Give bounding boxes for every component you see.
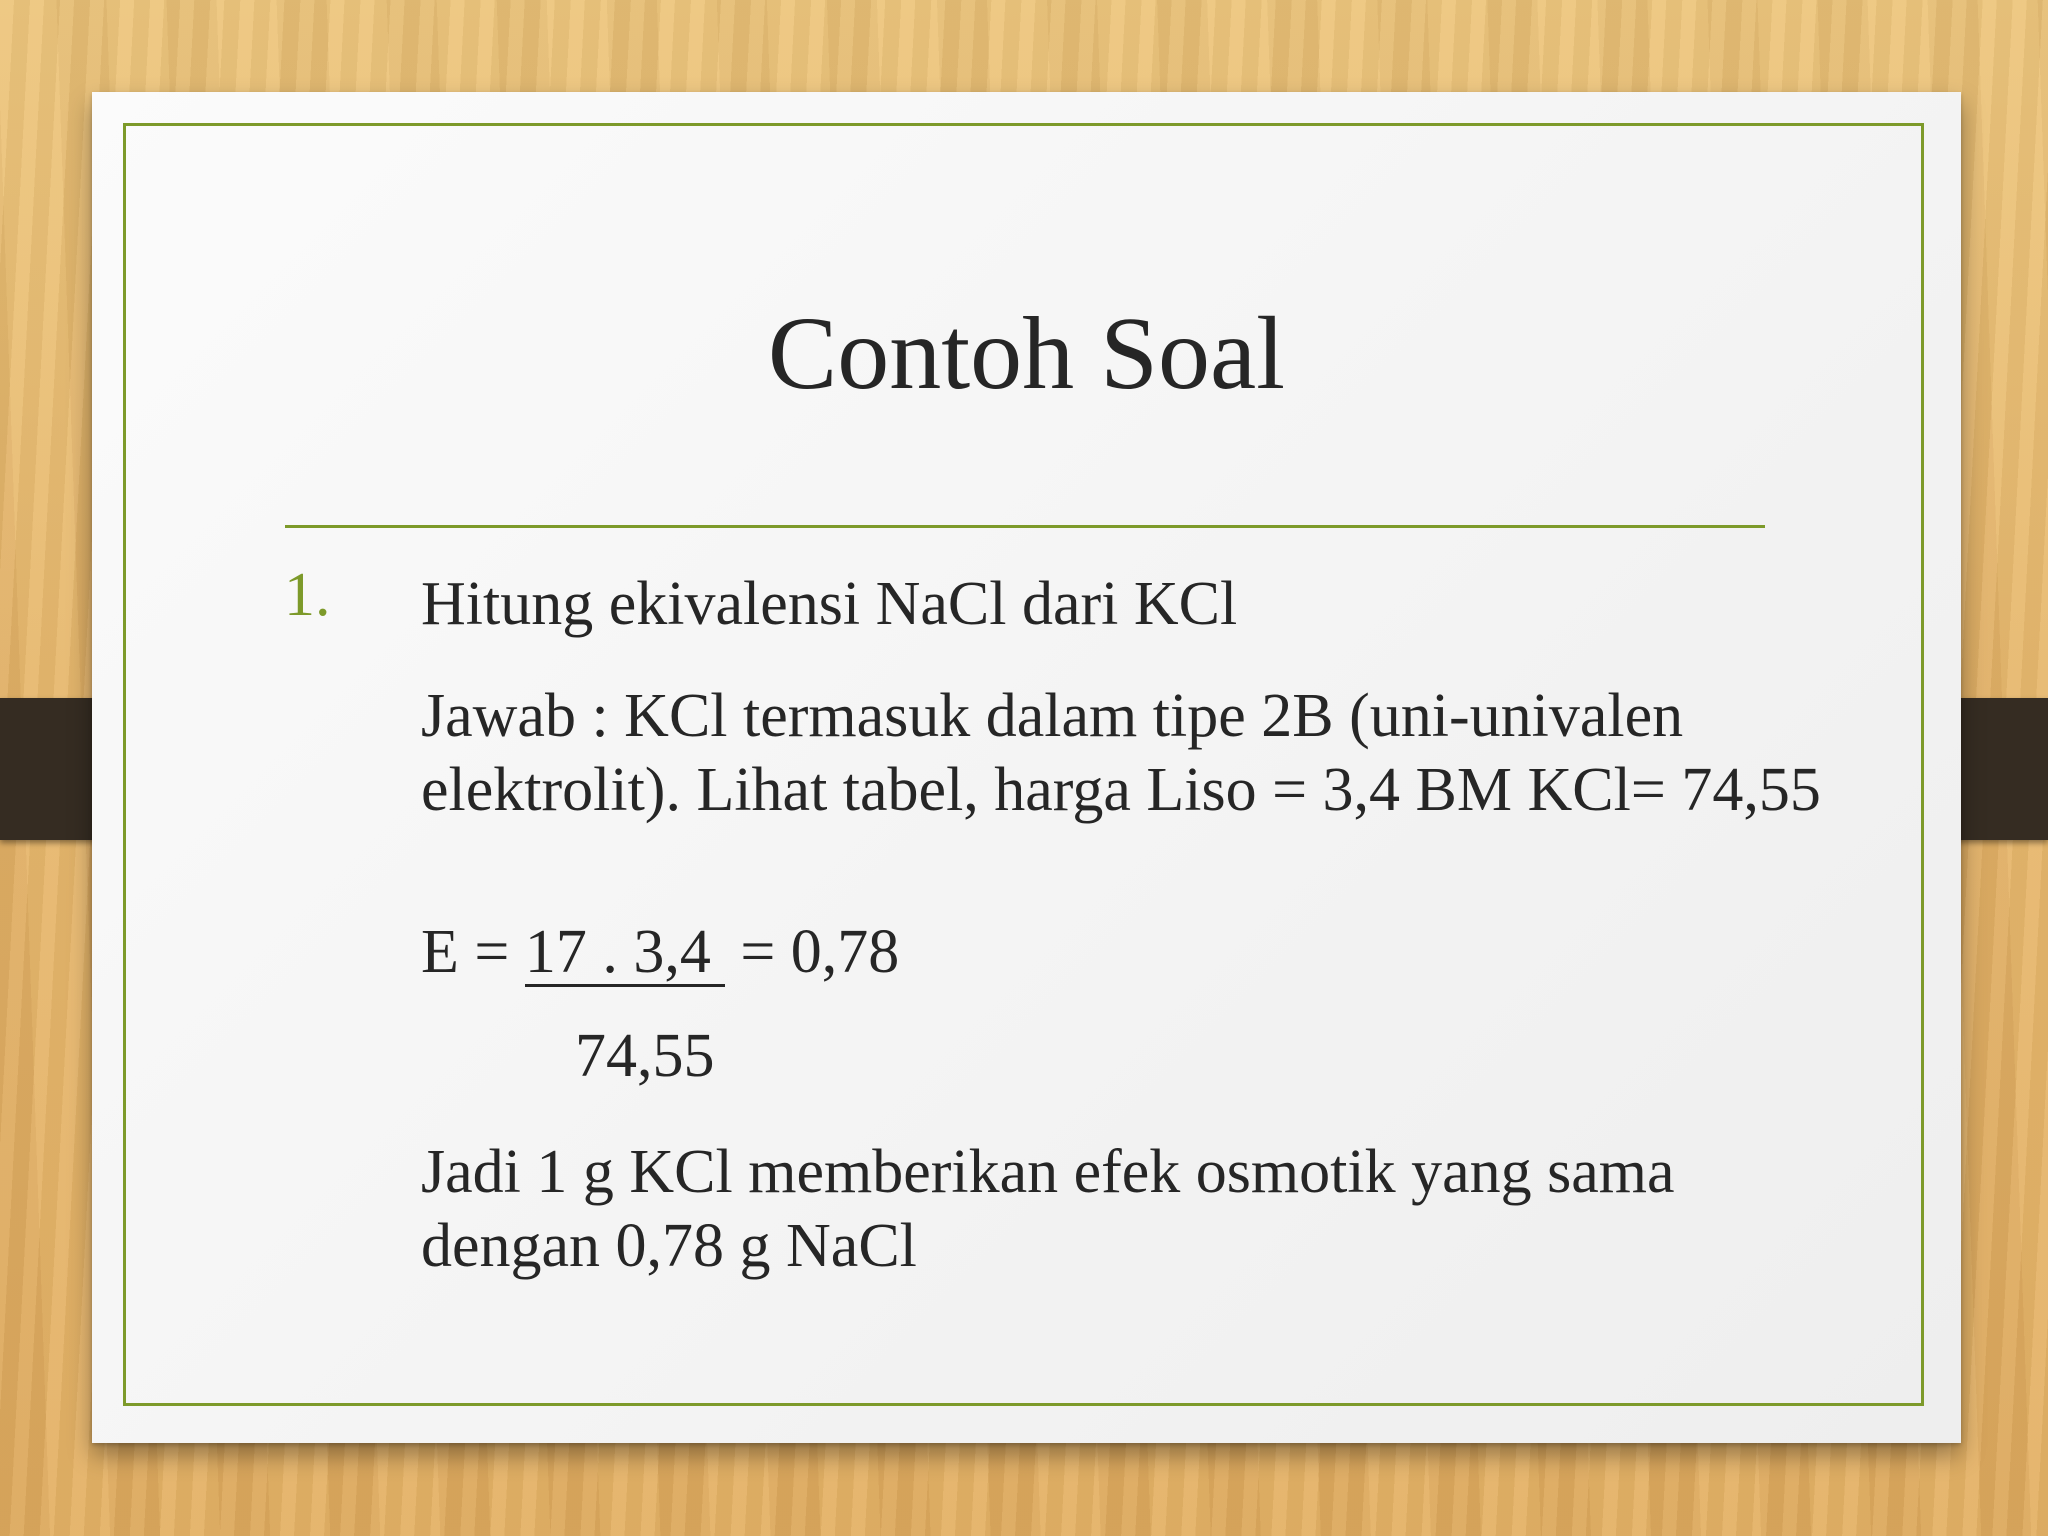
formula-lhs: E = (421, 918, 525, 986)
question-text: Hitung ekivalensi NaCl dari KCl (421, 570, 1238, 638)
formula-result: = 0,78 (724, 918, 900, 986)
formula-denominator: 74,55 (575, 1022, 715, 1090)
slide-card (92, 92, 1961, 1443)
list-item-number: 1. (284, 561, 331, 629)
conclusion-text: Jadi 1 g KCl memberikan efek osmotik yang sama dengan 0,78 g NaCl (421, 1138, 1675, 1280)
slide-title: Contoh Soal (767, 296, 1286, 411)
answer-text: Jawab : KCl termasuk dalam tipe 2B (uni-univalen elektrolit). Lihat tabel, harga Liso = 3,4 BM KCl= 74,55 (421, 682, 1821, 824)
title-divider (285, 525, 1765, 528)
formula-line (421, 915, 1821, 989)
formula-numerator: 17 . 3,4 (525, 920, 725, 987)
